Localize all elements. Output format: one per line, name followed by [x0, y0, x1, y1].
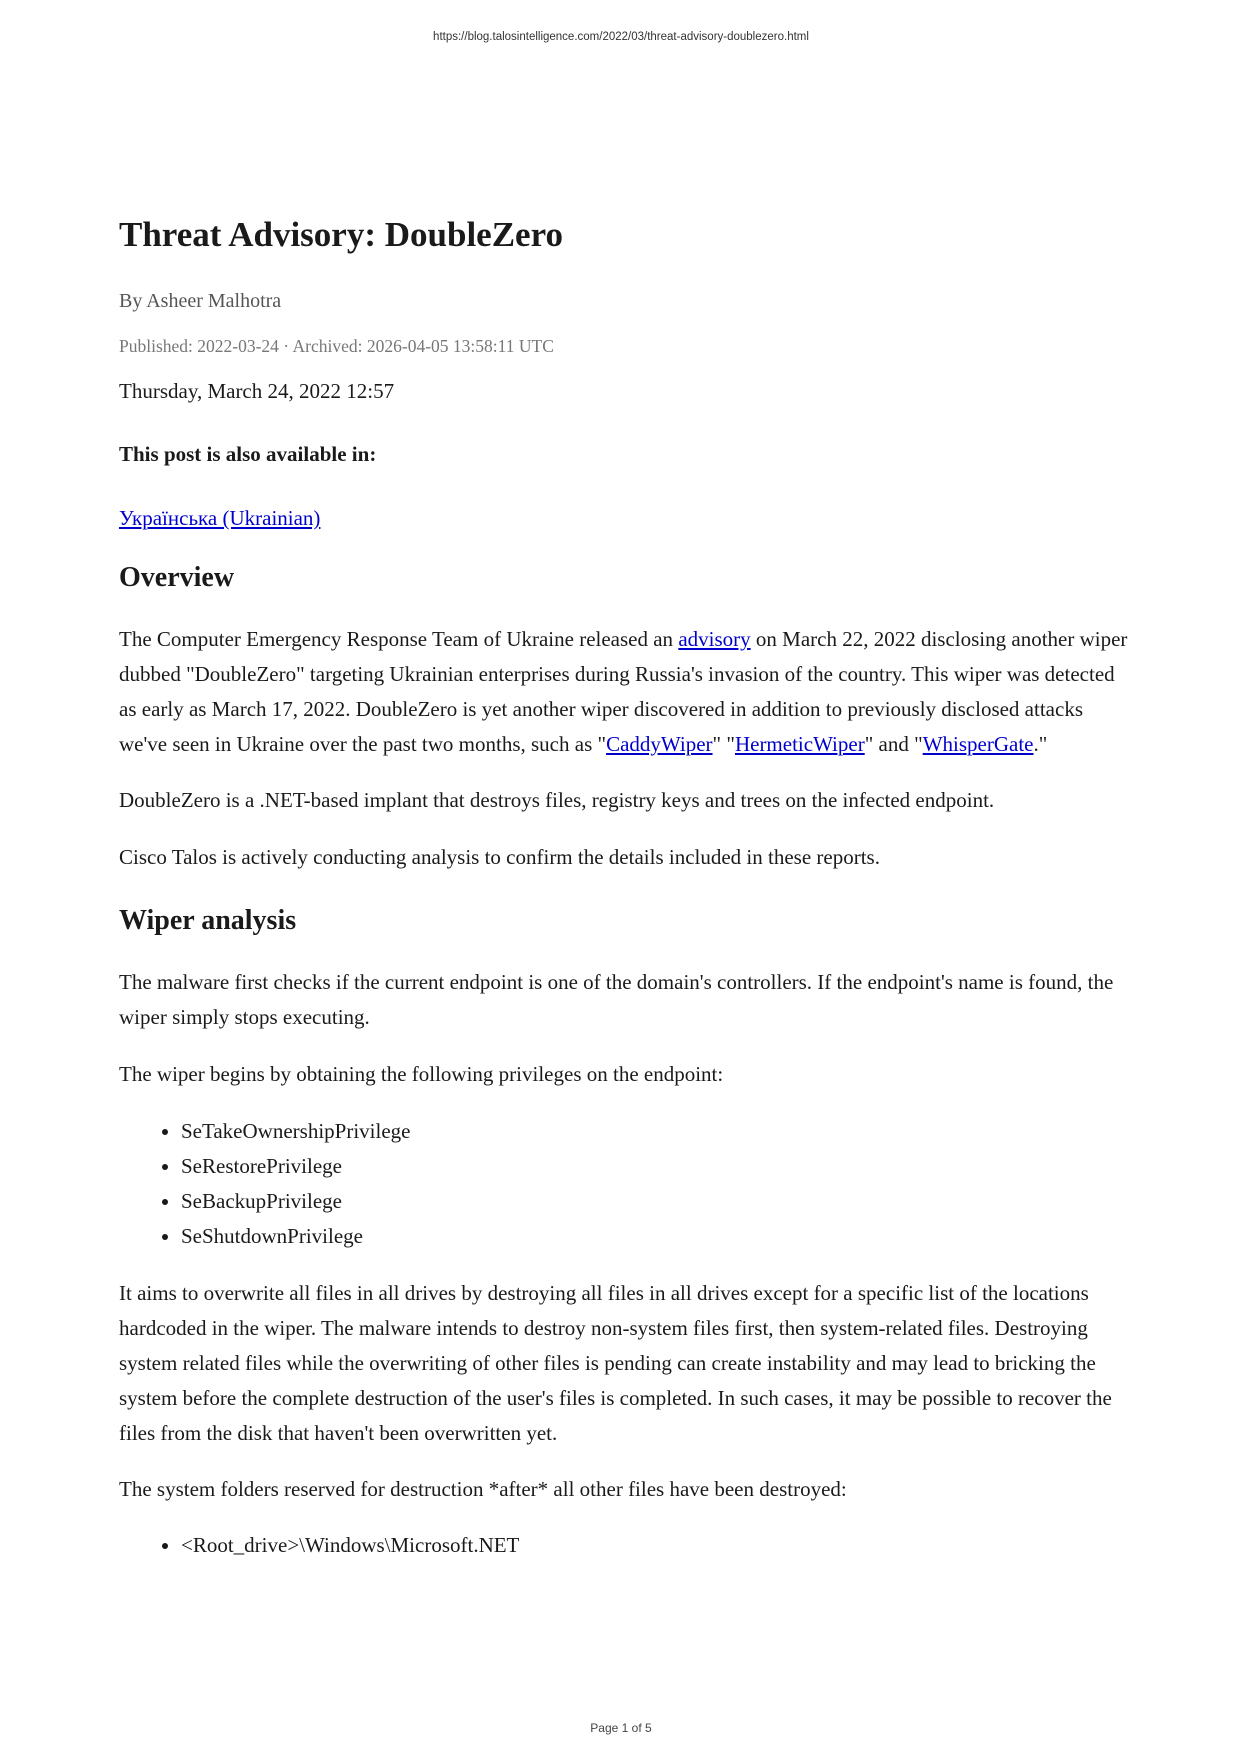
post-date: Thursday, March 24, 2022 12:57 — [119, 379, 395, 403]
wiper-analysis-heading: Wiper analysis — [119, 905, 297, 936]
list-item: • <Root_drive>\Windows\Microsoft.NET — [181, 1528, 1129, 1563]
overview-paragraph-1 — [119, 622, 1129, 762]
text: The Computer Emergency Response Team of Ukraine released an — [119, 627, 679, 651]
advisory-link[interactable]: advisory — [678, 627, 751, 651]
wiper-paragraph-4: The system folders reserved for destruction *after* all other files have been destroyed: — [119, 1477, 847, 1501]
overview-heading: Overview — [119, 562, 235, 593]
page-url: https://blog.talosintelligence.com/2022/03/threat-advisory-doublezero.html — [433, 31, 809, 43]
available-in-label: This post is also available in: — [119, 442, 377, 466]
whispergate-link[interactable]: WhisperGate — [922, 732, 1034, 756]
article — [119, 210, 1129, 1563]
page-number: Page 1 of 5 — [590, 1721, 652, 1735]
list-item: • SeTakeOwnershipPrivilege — [181, 1114, 1129, 1149]
text: ." — [1033, 732, 1048, 756]
list-item: • SeBackupPrivilege — [181, 1184, 1129, 1219]
ukrainian-language-link[interactable]: Українська (Ukrainian) — [119, 506, 321, 530]
author-byline: By Asheer Malhotra — [119, 290, 282, 312]
overview-paragraph-2: DoubleZero is a .NET-based implant that destroys files, registry keys and trees on the infected endpoint. — [119, 788, 995, 812]
wiper-paragraph-3: It aims to overwrite all files in all drives by destroying all files in all drives except for a specific list of the locations hardcoded in the wiper. The malware intends to destroy non-system files first, then system-related files. Destroying system related files while the overwriting of other files is pending can create instability and may lead to bricking the system before the complete destruction of the user's files is completed. In such cases, it may be possible to recover the files from the disk that haven't been overwritten yet. — [119, 1281, 1112, 1445]
privileges-list — [119, 1114, 1129, 1254]
system-folders-list — [119, 1528, 1129, 1563]
list-item: • SeRestorePrivilege — [181, 1149, 1129, 1184]
text: " " — [712, 732, 735, 756]
wiper-paragraph-2: The wiper begins by obtaining the following privileges on the endpoint: — [119, 1062, 724, 1086]
publish-meta: Published: 2022-03-24 · Archived: 2026-04-05 13:58:11 UTC — [119, 336, 554, 356]
hermeticwiper-link[interactable]: HermeticWiper — [734, 732, 865, 756]
text: " and " — [864, 732, 923, 756]
wiper-paragraph-1: The malware first checks if the current endpoint is one of the domain's controllers. If the endpoint's name is found, the wiper simply stops executing. — [119, 970, 1114, 1029]
list-item: • SeShutdownPrivilege — [181, 1219, 1129, 1254]
text: on March 22, 2022 disclosing another wiper dubbed "DoubleZero" targeting Ukrainian enterprises during Russia's invasion of the country. This wiper was detected as early as March 17, 2022. DoubleZero is yet another wiper discovered in addition to previously disclosed attacks we've seen in Ukraine over the past two months, such as " — [119, 627, 1128, 756]
overview-paragraph-3: Cisco Talos is actively conducting analysis to confirm the details included in these reports. — [119, 845, 880, 869]
article-title: Threat Advisory: DoubleZero — [119, 215, 563, 254]
caddywiper-link[interactable]: CaddyWiper — [606, 732, 713, 756]
